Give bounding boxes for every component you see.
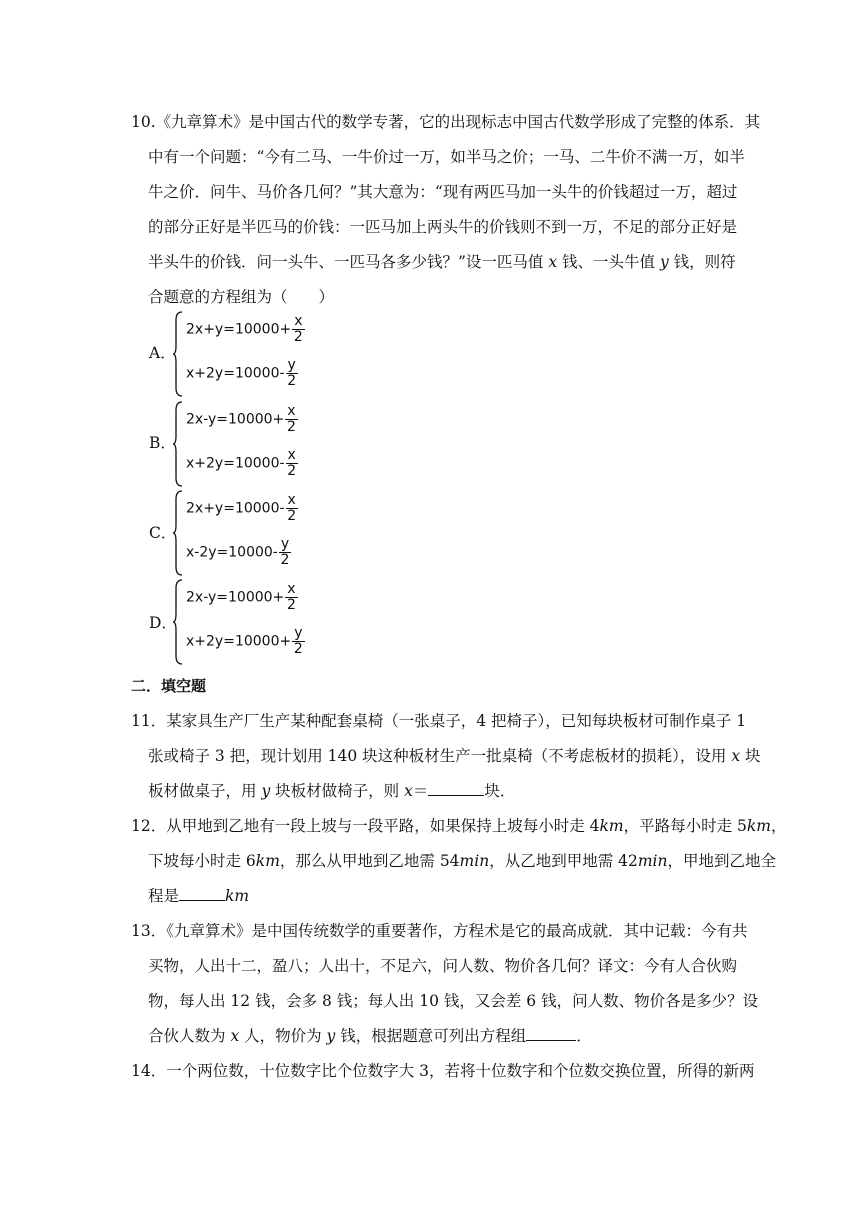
- q12-line-2: 下坡每小时走 6km，那么从甲地到乙地需 54min，从乙地到甲地需 42min，甲地到乙地全: [148, 852, 776, 870]
- answer-blank[interactable]: [526, 1026, 576, 1041]
- equation-1: 2x+y=10000- $\frac{x}{2}$: [186, 492, 297, 524]
- q11-line-2: 张或椅子 3 把，现计划用 140 块这种板材生产一批桌椅（不考虑板材的损耗），设用 x 块: [148, 747, 761, 765]
- equation-1: 2x-y=10000+ $\frac{x}{2}$: [186, 581, 296, 613]
- q10-line-1: 10.《九章算术》是中国古代的数学专著，它的出现标志中国古代数学形成了完整的体系．其: [131, 113, 761, 131]
- option-a-system[interactable]: [172, 310, 307, 398]
- option-d-letter: D．: [149, 614, 177, 632]
- option-b-system[interactable]: [172, 400, 307, 488]
- answer-blank[interactable]: [179, 886, 225, 901]
- answer-blank[interactable]: [428, 781, 484, 796]
- q13-line-1: 13．《九章算术》是中国传统数学的重要著作，方程术是它的最高成就．其中记载：今有共: [131, 922, 748, 940]
- equation-1: 2x+y=10000+ $\frac{x}{2}$: [186, 313, 303, 345]
- section-title: 二．填空题: [131, 677, 207, 695]
- q10-line-2: 中有一个问题：“今有二马、一牛价过一万，如半马之价；一马、二牛价不满一万，如半: [148, 148, 745, 166]
- option-d-system[interactable]: [172, 578, 307, 666]
- q10-line-4: 的部分正好是半匹马的价钱：一匹马加上两头牛的价钱则不到一万，不足的部分正好是: [148, 218, 738, 236]
- q13-line-3: 物，每人出 12 钱，会多 8 钱；每人出 10 钱，又会差 6 钱，问人数、物价各是多少？设: [148, 992, 759, 1010]
- equation-1: 2x-y=10000+ $\frac{x}{2}$: [186, 403, 296, 435]
- q10-line-5: 半头牛的价钱．问一头牛、一匹马各多少钱？”设一匹马值 x 钱、一头牛值 y 钱，则符: [148, 253, 736, 271]
- left-brace-icon: [172, 400, 184, 488]
- option-a-letter: A．: [149, 344, 176, 362]
- option-c-letter: C．: [149, 524, 177, 542]
- q13-line-4: 合伙人数为 x 人，物价为 y 钱，根据题意可列出方程组 ．: [148, 1027, 592, 1045]
- q12-line-3: 程是 km: [148, 887, 250, 905]
- left-brace-icon: [172, 489, 184, 577]
- q12-line-1: 12．从甲地到乙地有一段上坡与一段平路，如果保持上坡每小时走 4km，平路每小时走 5km，: [131, 817, 787, 835]
- option-c-system[interactable]: [172, 489, 307, 577]
- q13-line-2: 买物，人出十二，盈八；人出十，不足六，问人数、物价各几何？译文：今有人合伙购: [148, 957, 738, 975]
- option-b-letter: B．: [149, 434, 176, 452]
- q10-line-6: 合题意的方程组为（ ）: [148, 288, 335, 306]
- q14-line-1: 14．一个两位数，十位数字比个位数字大 3，若将十位数字和个位数交换位置，所得的新两: [131, 1062, 755, 1080]
- equation-2: x+2y=10000- $\frac{y}{2}$: [186, 357, 297, 389]
- equation-2: x+2y=10000- $\frac{x}{2}$: [186, 447, 297, 479]
- equation-2: x+2y=10000+ $\frac{y}{2}$: [186, 625, 303, 657]
- q10-line-3: 牛之价．问牛、马价各几何？”其大意为：“现有两匹马加一头牛的价钱超过一万，超过: [148, 183, 738, 201]
- q11-line-1: 11．某家具生产厂生产某种配套桌椅（一张桌子，4 把椅子），已知每块板材可制作桌子 1: [131, 712, 747, 730]
- left-brace-icon: [172, 578, 184, 666]
- left-brace-icon: [172, 310, 184, 398]
- q11-line-3: 板材做桌子，用 y 块板材做椅子，则 x＝ 块．: [148, 782, 516, 800]
- equation-2: x-2y=10000- $\frac{y}{2}$: [186, 536, 290, 568]
